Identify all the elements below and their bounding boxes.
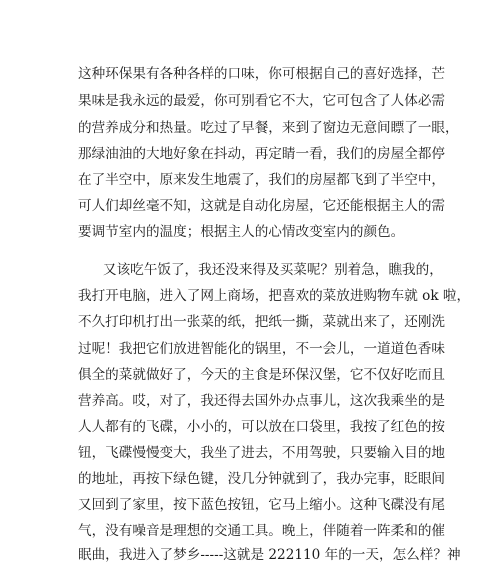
text-line: 要调节室内的温度；根据主人的心情改变室内的颜色。 bbox=[78, 224, 405, 240]
text-line: 的地址，再按下绿色键，没几分钟就到了，我办完事，眨眼间 bbox=[78, 471, 446, 487]
text-line: 可人们却丝毫不知，这就是自动化房屋，它还能根据主人的需 bbox=[78, 198, 446, 214]
text-line: 的营养成分和热量。吃过了早餐，来到了窗边无意间瞟了一眼， bbox=[78, 120, 459, 136]
text-line: 那绿油油的大地好象在抖动，再定睛一看，我们的房屋全都停 bbox=[78, 146, 446, 162]
text-line: 我打开电脑，进入了网上商场，把喜欢的菜放进购物车就 ok 啦， bbox=[78, 288, 471, 304]
text-line: 不久打印机打出一张菜的纸，把纸一撕，菜就出来了，还刚洗 bbox=[78, 314, 446, 330]
text-line: 人人都有的飞碟，小小的，可以放在口袋里，我按了红色的按 bbox=[78, 419, 446, 435]
text-line: 俱全的菜就做好了，今天的主食是环保汉堡，它不仅好吃而且 bbox=[78, 367, 446, 383]
text-line: 钮，飞碟慢慢变大，我坐了进去，不用驾驶，只要输入目的地 bbox=[78, 445, 446, 461]
text-line: 气，没有噪音是理想的交通工具。晚上，伴随着一阵柔和的催 bbox=[78, 523, 446, 539]
text-line: 又该吃午饭了，我还没来得及买菜呢？别着急，瞧我的， bbox=[103, 262, 443, 278]
text-line: 眠曲，我进入了梦乡-----这就是 222110 年的一天，怎么样？神 bbox=[78, 547, 461, 563]
text-line: 在了半空中，原来发生地震了，我们的房屋都飞到了半空中， bbox=[78, 172, 446, 188]
text-line: 又回到了家里，按下蓝色按钮，它马上缩小。这种飞碟没有尾 bbox=[78, 497, 446, 513]
text-line: 过呢！我把它们放进智能化的锅里，不一会儿，一道道色香味 bbox=[78, 341, 446, 357]
text-line: 果味是我永远的最爱，你可别看它不大，它可包含了人体必需 bbox=[78, 93, 446, 109]
text-line: 这种环保果有各种各样的口味，你可根据自己的喜好选择，芒 bbox=[78, 66, 446, 82]
text-line: 营养高。哎，对了，我还得去国外办点事儿，这次我乘坐的是 bbox=[78, 393, 446, 409]
